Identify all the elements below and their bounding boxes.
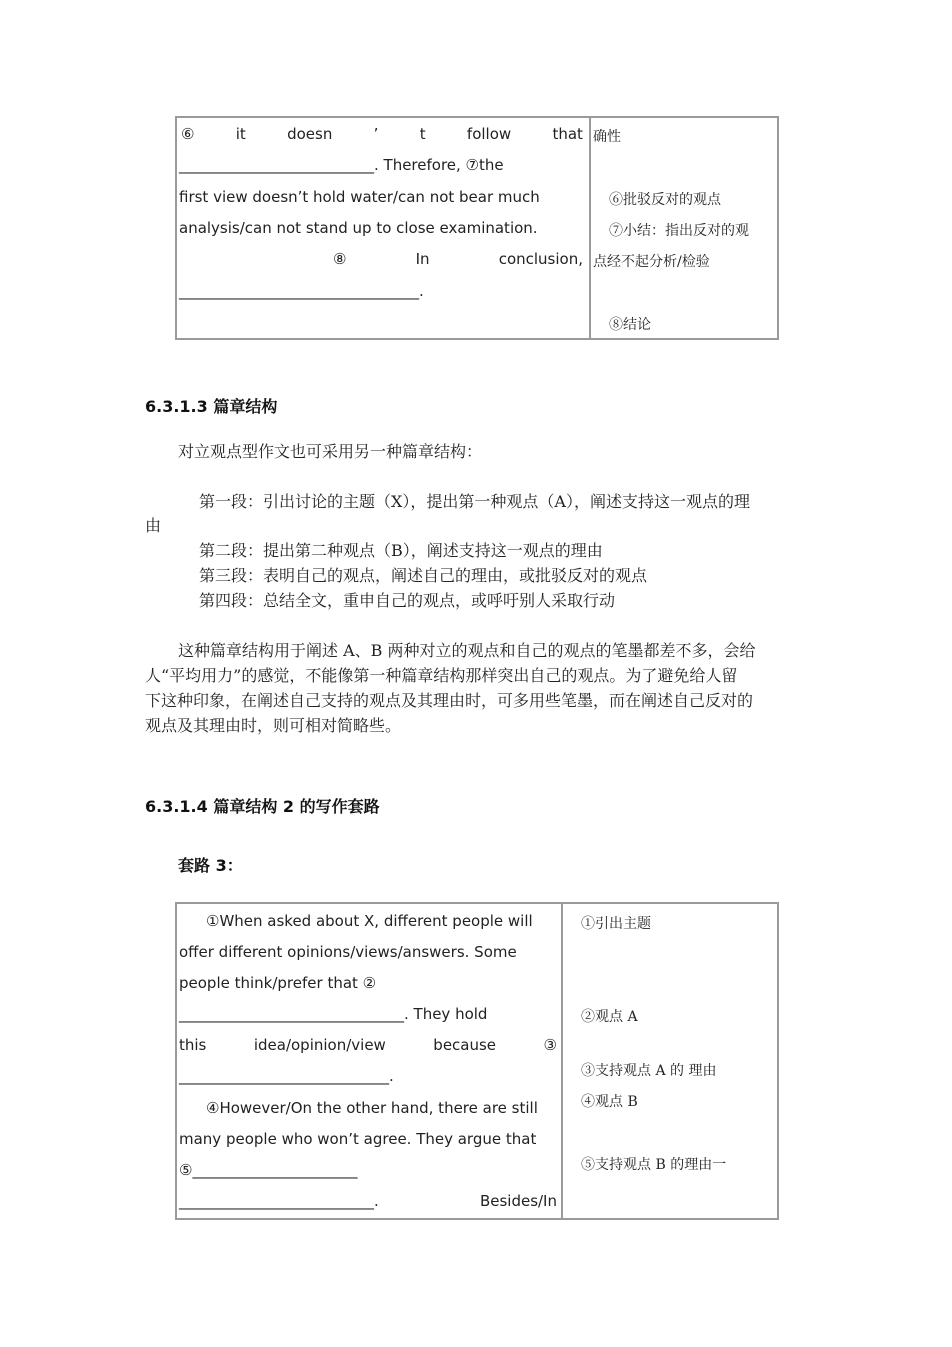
table-1-line-2: __________________________. Therefore, ⑦the xyxy=(179,156,504,174)
table-1-line-6: ________________________________. xyxy=(179,282,424,300)
body-line-2: 人“平均用力”的感觉，不能像第一种篇章结构那样突出自己的观点。为了避免给人留 xyxy=(145,666,738,685)
word: conclusion, xyxy=(498,250,583,268)
word: In xyxy=(415,250,430,268)
word: __________________________. xyxy=(179,1192,379,1210)
table-2-line-6: ____________________________. xyxy=(179,1067,394,1085)
table-2-line-4: ______________________________. They hold xyxy=(179,1005,488,1023)
table-1-line-4: analysis/can not stand up to close examination. xyxy=(179,219,538,237)
paragraph-1-line-1: 第一段：引出讨论的主题（X），提出第一种观点（A），阐述支持这一观点的理 xyxy=(199,492,750,511)
table-2-note-4: ④观点 B xyxy=(581,1094,638,1110)
table-2 xyxy=(175,902,779,1220)
word: t xyxy=(419,125,426,143)
word: ⑧ xyxy=(333,250,347,268)
table-1-note-5: ⑧结论 xyxy=(609,317,651,333)
word: doesn xyxy=(287,125,333,143)
table-1-note-4: 点经不起分析/检验 xyxy=(593,254,710,270)
body-line-4: 观点及其理由时，则可相对简略些。 xyxy=(145,716,402,735)
table-1-chinese-column xyxy=(593,118,777,338)
table-1-line-5 xyxy=(333,250,583,268)
pattern-3-heading: 套路 3： xyxy=(178,856,243,875)
word: follow xyxy=(466,125,512,143)
table-2-line-5 xyxy=(179,1036,557,1054)
word: ③ xyxy=(543,1036,557,1054)
paragraph-1-line-2: 由 xyxy=(145,516,162,535)
table-2-line-3: people think/prefer that ② xyxy=(179,974,377,992)
paragraph-4: 第四段：总结全文，重申自己的观点，或呼吁别人采取行动 xyxy=(199,591,616,610)
table-1-line-1 xyxy=(181,125,583,143)
table-2-chinese-column xyxy=(565,904,777,1218)
table-2-note-3: ③支持观点 A 的 理由 xyxy=(581,1063,717,1079)
table-2-note-2: ②观点 A xyxy=(581,1009,638,1025)
word: ⑥ xyxy=(181,125,195,143)
body-line-1: 这种篇章结构用于阐述 A、B 两种对立的观点和自己的观点的笔墨都差不多，会给 xyxy=(178,641,756,660)
body-line-3: 下这种印象，在阐述自己支持的观点及其理由时，可多用些笔墨，而在阐述自己反对的 xyxy=(145,691,754,710)
paragraph-3: 第三段：表明自己的观点，阐述自己的理由，或批驳反对的观点 xyxy=(199,566,648,585)
intro-paragraph: 对立观点型作文也可采用另一种篇章结构： xyxy=(178,442,483,461)
table-2-note-1: ①引出主题 xyxy=(581,916,651,932)
table-2-line-9: ⑤______________________ xyxy=(179,1161,358,1179)
table-2-line-8: many people who won’t agree. They argue that xyxy=(179,1130,537,1148)
word: ’ xyxy=(373,125,379,143)
word: that xyxy=(552,125,583,143)
table-1-note-1: 确性 xyxy=(593,129,621,145)
paragraph-2: 第二段：提出第二种观点（B），阐述支持这一观点的理由 xyxy=(199,541,603,560)
table-1-note-3: ⑦小结：指出反对的观 xyxy=(609,223,749,239)
word: idea/opinion/view xyxy=(253,1036,386,1054)
table-2-note-5: ⑤支持观点 B 的理由一 xyxy=(581,1157,727,1173)
table-2-line-10 xyxy=(179,1192,557,1210)
table-1 xyxy=(175,116,779,340)
table-2-english-column xyxy=(177,904,563,1218)
section-heading-6314: 6.3.1.4 篇章结构 2 的写作套路 xyxy=(145,797,380,816)
word: because xyxy=(433,1036,497,1054)
table-1-line-3: first view doesn’t hold water/can not bear much xyxy=(179,188,540,206)
section-heading-6313: 6.3.1.3 篇章结构 xyxy=(145,397,278,416)
table-2-line-2: offer different opinions/views/answers. Some xyxy=(179,943,517,961)
word: it xyxy=(235,125,246,143)
word: this xyxy=(179,1036,207,1054)
table-1-note-2: ⑥批驳反对的观点 xyxy=(609,192,721,208)
table-2-line-1: ①When asked about X, different people will xyxy=(206,912,533,930)
word: Besides/In xyxy=(479,1192,557,1210)
table-1-english-column xyxy=(177,118,591,338)
table-2-line-7: ④However/On the other hand, there are still xyxy=(206,1099,538,1117)
